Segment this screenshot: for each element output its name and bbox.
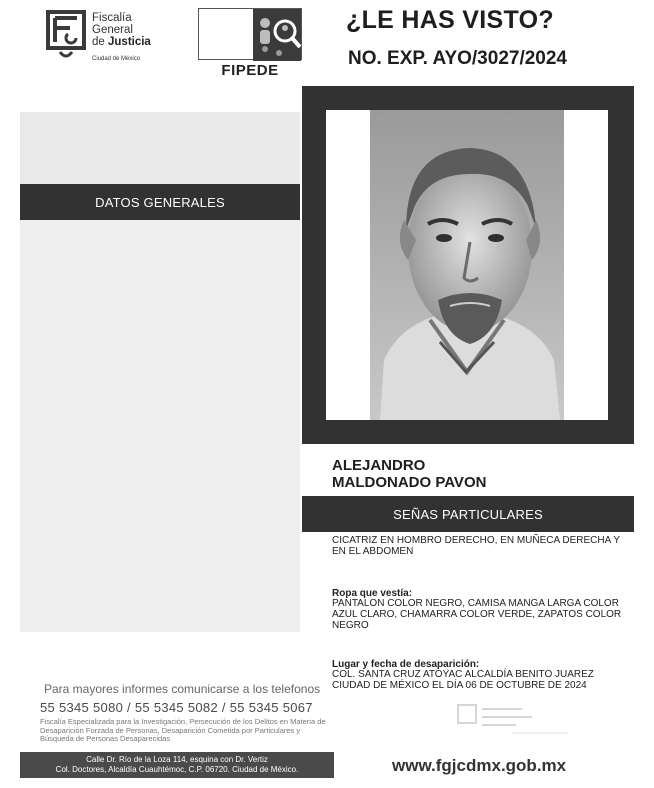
contact-info: Para mayores informes comunicarse a los telefonos	[44, 682, 321, 696]
logo-line-3: de Justicia	[92, 36, 151, 48]
contact-phones: 55 5345 5080 / 55 5345 5082 / 55 5345 5067	[40, 700, 313, 715]
fgj-logo-text	[92, 12, 151, 48]
disappearance-description: COL. SANTA CRUZ ATOYAC ALCALDÍA BENITO JUAREZ CIUDAD DE MÉXICO EL DÍA 06 DE OCTUBRE DE 2024	[332, 669, 594, 691]
datos-generales-label: DATOS GENERALES	[95, 194, 225, 210]
person-name	[332, 457, 486, 491]
address-line-2: Col. Doctores, Alcaldía Cuauhtémoc, C.P. 06720. Ciudad de México.	[55, 765, 299, 774]
senas-particulares-bar	[302, 496, 634, 532]
faded-stamp	[452, 697, 572, 743]
poster-title: ¿LE HAS VISTO?	[346, 6, 554, 34]
fipede-logo	[198, 8, 302, 80]
fiscalia-name: Fiscalía Especializada para la Investigación, Persecución de los Delitos en Materia de Desaparición Forzada de Personas, Desaparición Cometida por Particulares y Búsqueda de Personas Desaparecidas	[40, 717, 326, 743]
logo-line-1: Fiscalía	[92, 12, 132, 24]
fipede-box	[198, 8, 302, 60]
logo-line-2: General	[92, 24, 133, 36]
fgj-logo	[46, 10, 196, 68]
portrait-image	[370, 110, 564, 420]
clothing-description: PANTALON COLOR NEGRO, CAMISA MANGA LARGA COLOR AZUL CLARO, CHAMARRA COLOR VERDE, ZAPATOS COLOR NEGRO	[332, 598, 622, 631]
senas-particulares-label: SEÑAS PARTICULARES	[393, 506, 543, 522]
left-panel-top	[20, 112, 300, 184]
missing-person-photo	[370, 110, 564, 420]
disappearance-label: Lugar y fecha de desaparición:	[332, 659, 480, 670]
address-bar	[20, 752, 334, 778]
photo-frame	[302, 86, 634, 444]
stamp-mark-icon	[452, 697, 572, 743]
clothing-label: Ropa que vestía:	[332, 588, 413, 599]
datos-generales-bar	[20, 184, 300, 220]
logo-subtitle: Ciudad de México	[92, 56, 141, 62]
person-first-name: ALEJANDRO	[332, 457, 426, 474]
fipede-label: FIPEDE	[221, 62, 279, 79]
address-line-1: Calle Dr. Río de la Loza 114, esquina con Dr. Vertiz	[86, 755, 268, 764]
case-number: NO. EXP. AYO/3027/2024	[348, 48, 568, 69]
people-search-icon	[199, 9, 303, 61]
person-last-name: MALDONADO PAVON	[332, 474, 487, 491]
photo-mat	[326, 110, 608, 420]
senas-description: CICATRIZ EN HOMBRO DERECHO, EN MUÑECA DERECHA Y EN EL ABDOMEN	[332, 535, 620, 557]
website-link[interactable]: www.fgjcdmx.gob.mx	[392, 756, 567, 775]
fgj-emblem-icon	[46, 10, 86, 62]
